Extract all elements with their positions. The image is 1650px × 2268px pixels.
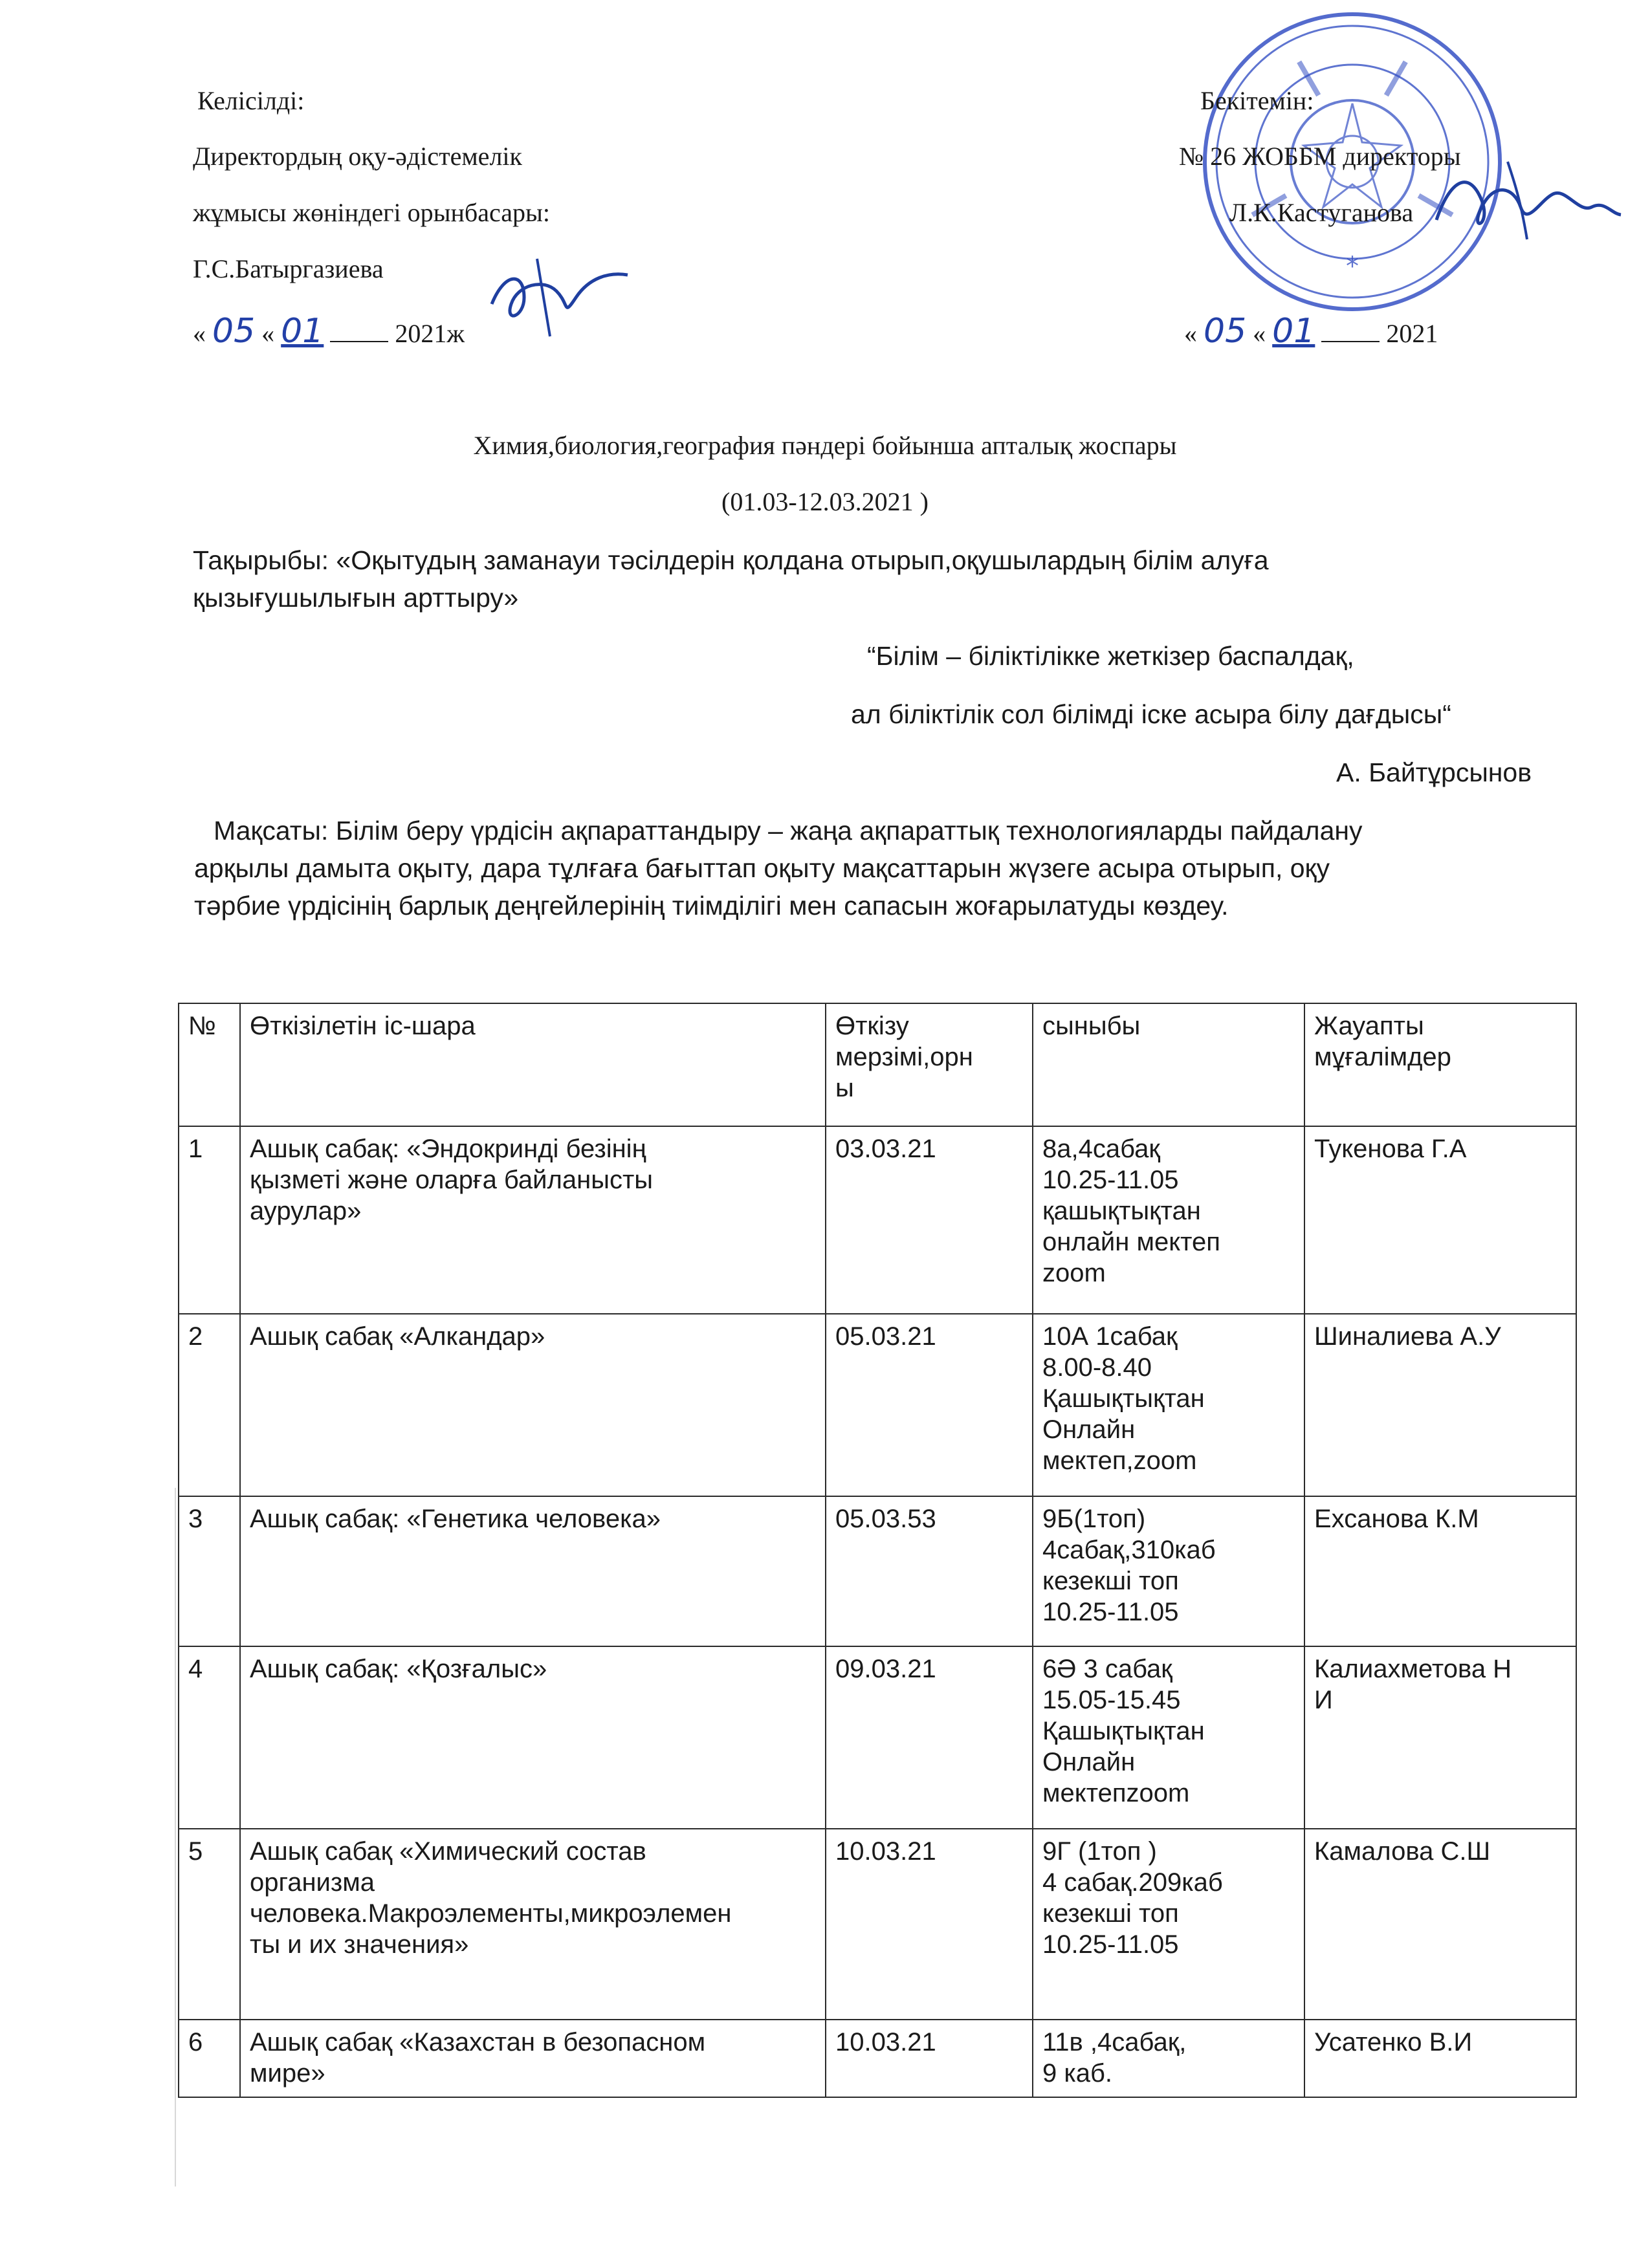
cell-teacher: Усатенко В.И (1304, 2020, 1576, 2097)
event-plan-table (178, 1003, 1577, 2098)
cell-event: Ашық сабақ «Казахстан в безопасном мире» (240, 2020, 826, 2097)
deputy-position-line1: Директордың оқу-әдістемелік (193, 142, 522, 171)
cell-class: 8а,4сабақ 10.25-11.05 қашықтықтан онлайн мектеп zoom (1033, 1126, 1304, 1314)
table-header-row (179, 1003, 1576, 1126)
cell-number: 6 (179, 2020, 240, 2097)
agreed-date (193, 312, 465, 351)
col-header-teachers: Жауапты мұғалімдер (1304, 1003, 1576, 1126)
cell-date: 09.03.21 (826, 1646, 1033, 1829)
col-header-class: сыныбы (1033, 1003, 1304, 1126)
col-header-date: Өткізу мерзімі,орн ы (826, 1003, 1033, 1126)
cell-date: 10.03.21 (826, 1829, 1033, 2020)
epigraph-author: А. Байтұрсынов (1336, 758, 1532, 787)
date-underline (330, 322, 388, 342)
table-row (179, 1646, 1576, 1829)
cell-class: 9Г (1топ ) 4 сабақ.209каб кезекші топ 10.25-11.05 (1033, 1829, 1304, 2020)
cell-date: 03.03.21 (826, 1126, 1033, 1314)
topic-paragraph (193, 541, 1584, 616)
col-header-number: № (179, 1003, 240, 1126)
table-row (179, 1496, 1576, 1646)
cell-date: 10.03.21 (826, 2020, 1033, 2097)
cell-teacher: Ехсанова К.М (1304, 1496, 1576, 1646)
cell-teacher: Калиахметова Н И (1304, 1646, 1576, 1829)
director-position: № 26 ЖОББМ директоры (1179, 142, 1461, 171)
date-day: 05 (212, 312, 256, 351)
cell-class: 6Ә 3 сабақ 15.05-15.45 Қашықтықтан Онлайн мектепzoom (1033, 1646, 1304, 1829)
cell-class: 11в ,4сабақ, 9 каб. (1033, 2020, 1304, 2097)
cell-event: Ашық сабақ: «Қозғалыс» (240, 1646, 826, 1829)
cell-event: Ашық сабақ: «Эндокринді безінің қызметі және оларға байланысты аурулар» (240, 1126, 826, 1314)
date-year: 2021 (1386, 319, 1438, 348)
cell-class: 10А 1сабақ 8.00-8.40 Қашықтықтан Онлайн мектеп,zoom (1033, 1314, 1304, 1496)
cell-number: 5 (179, 1829, 240, 2020)
goal-line: Мақсаты: Білім беру үрдісін ақпараттандыру – жаңа ақпараттық технологияларды пайдалану (214, 816, 1363, 845)
table-row (179, 2020, 1576, 2097)
topic-line: қызығушылығын арттыру» (193, 583, 519, 613)
col-header-event: Өткізілетін іс-шара (240, 1003, 826, 1126)
cell-event: Ашық сабақ: «Генетика человека» (240, 1496, 826, 1646)
scan-edge-line (175, 1488, 176, 2186)
approved-label: Бекітемін: (1200, 86, 1314, 115)
cell-teacher: Камалова С.Ш (1304, 1829, 1576, 2020)
date-month: 01 (281, 312, 324, 351)
cell-number: 2 (179, 1314, 240, 1496)
goal-line: тәрбие үрдісінің барлық деңгейлерінің тиімділігі мен сапасын жоғарылатуды көздеу. (194, 891, 1229, 921)
date-quote: « (1253, 319, 1266, 348)
director-name: Л.К.Кастуганова (1229, 198, 1414, 227)
date-day: 05 (1204, 312, 1247, 351)
date-quote: « (1184, 319, 1197, 348)
date-year: 2021ж (395, 319, 465, 348)
signature-icon (1430, 142, 1624, 259)
cell-number: 1 (179, 1126, 240, 1314)
document-title: Химия,биология,география пәндері бойынша апталық жоспары (473, 431, 1177, 460)
deputy-name: Г.С.Батыргазиева (193, 254, 384, 283)
goal-line: арқылы дамыта оқыту, дара тұлғаға бағыттап оқыту мақсаттарын жүзеге асыра отырып, оқу (194, 853, 1330, 883)
deputy-position-line2: жұмысы жөніндегі орынбасары: (193, 198, 551, 227)
cell-event: Ашық сабақ «Алкандар» (240, 1314, 826, 1496)
document-period: (01.03-12.03.2021 ) (721, 487, 929, 516)
cell-date: 05.03.21 (826, 1314, 1033, 1496)
cell-event: Ашық сабақ «Химический состав организма человека.Макроэлементы,микроэлемен ты и их значения» (240, 1829, 826, 2020)
topic-line: Тақырыбы: «Оқытудың заманауи тәсілдерін қолдана отырып,оқушылардың білім алуға (193, 545, 1269, 575)
date-underline (1321, 322, 1380, 342)
cell-number: 4 (179, 1646, 240, 1829)
svg-text:*: * (1346, 252, 1359, 281)
date-quote: « (193, 319, 206, 348)
cell-class: 9Б(1топ) 4сабақ,310каб кезекші топ 10.25-11.05 (1033, 1496, 1304, 1646)
agreed-label: Келісілді: (197, 86, 305, 115)
table-row (179, 1126, 1576, 1314)
table-row (179, 1314, 1576, 1496)
goal-paragraph (194, 812, 1585, 924)
date-month: 01 (1272, 312, 1315, 351)
cell-teacher: Тукенова Г.А (1304, 1126, 1576, 1314)
epigraph-line2: ал біліктілік сол білімді іске асыра білу дағдысы“ (851, 699, 1451, 729)
approved-date (1184, 312, 1438, 351)
date-quote: « (261, 319, 275, 348)
cell-teacher: Шиналиева А.У (1304, 1314, 1576, 1496)
epigraph-line1: “Білім – біліктілікке жеткізер баспалдақ, (867, 641, 1354, 671)
table-row (179, 1829, 1576, 2020)
cell-date: 05.03.53 (826, 1496, 1033, 1646)
signature-icon (479, 246, 660, 343)
cell-number: 3 (179, 1496, 240, 1646)
